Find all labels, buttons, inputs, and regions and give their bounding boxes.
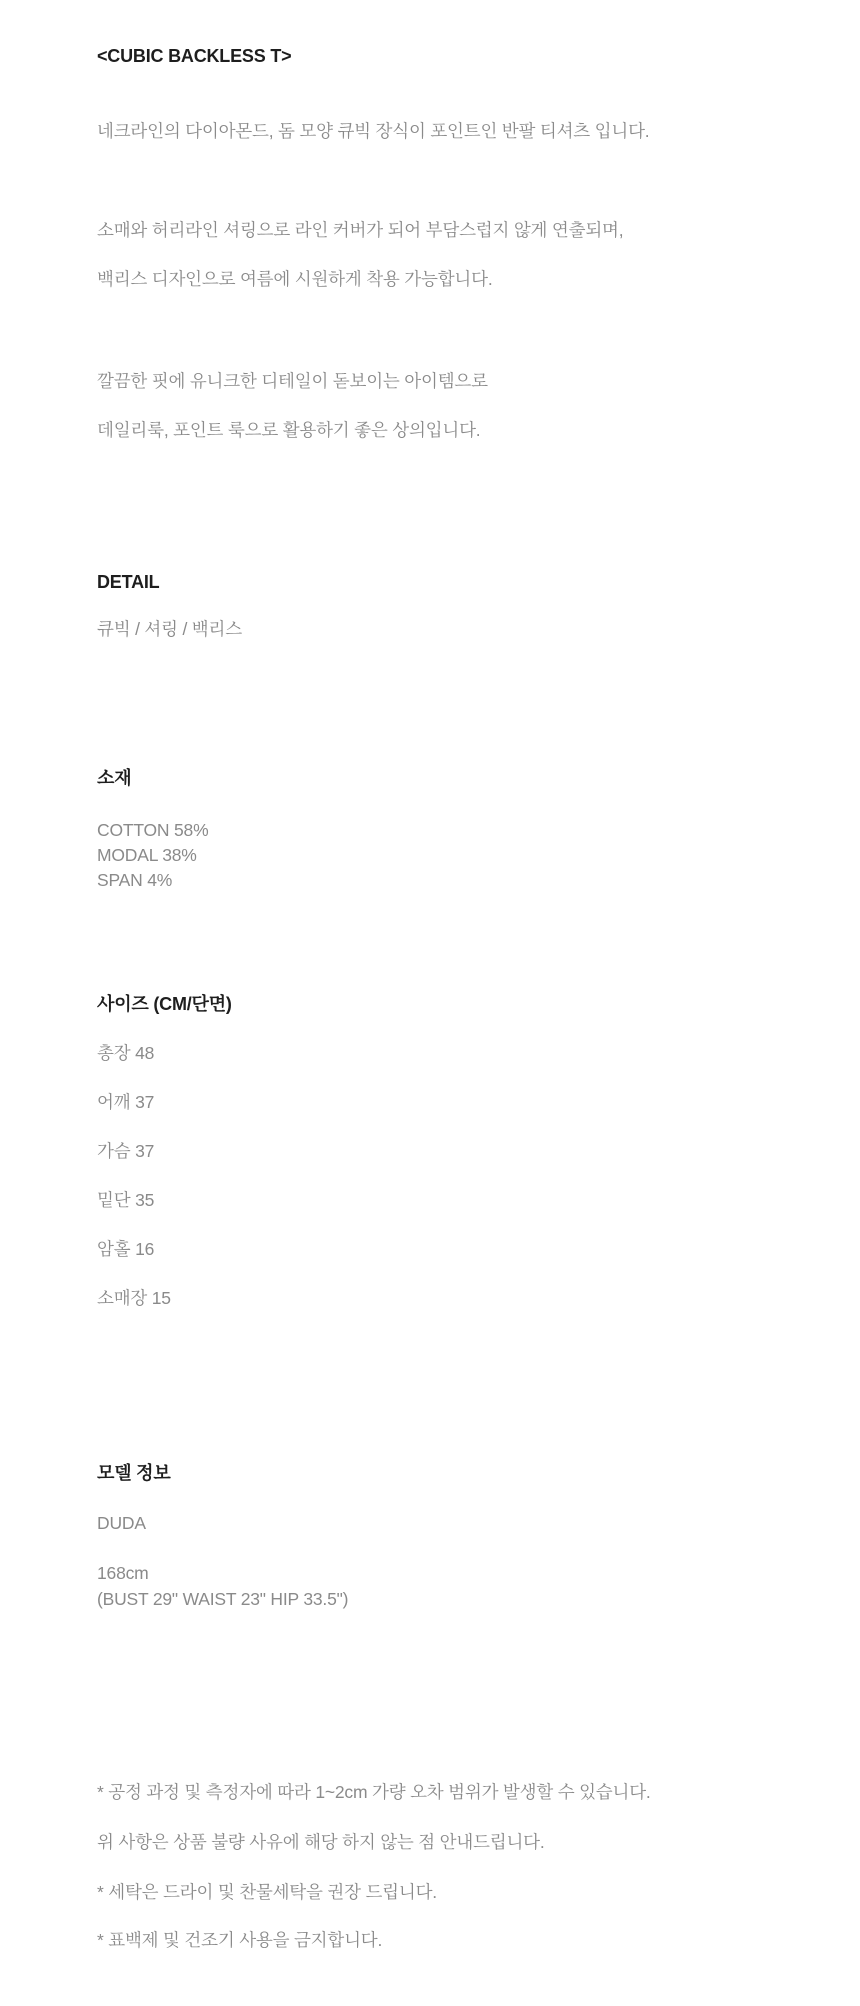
model-info-heading: 모델 정보 [97, 1463, 171, 1483]
size-item-chest: 가슴 37 [97, 1141, 155, 1161]
material-item: SPAN 4% [97, 870, 173, 890]
size-item-hem: 밑단 35 [97, 1190, 155, 1210]
size-item-sleeve-length: 소매장 15 [97, 1288, 171, 1308]
size-item-total-length: 총장 48 [97, 1043, 155, 1063]
model-stats [97, 1560, 348, 1612]
note-bleach: * 표백제 및 건조기 사용을 금지합니다. [97, 1930, 383, 1950]
intro-line-4: 깔끔한 핏에 유니크한 디테일이 돋보이는 아이템으로 [97, 371, 488, 391]
model-height: 168cm [97, 1563, 149, 1583]
model-name: DUDA [97, 1513, 146, 1533]
material-item: COTTON 58% [97, 820, 209, 840]
detail-heading: DETAIL [97, 572, 160, 592]
model-measurements: (BUST 29" WAIST 23" HIP 33.5") [97, 1589, 349, 1609]
material-list [97, 818, 208, 893]
product-title: <CUBIC BACKLESS T> [97, 46, 292, 66]
note-tolerance-continued: 위 사항은 상품 불량 사유에 해당 하지 않는 점 안내드립니다. [97, 1832, 545, 1852]
material-item: MODAL 38% [97, 845, 197, 865]
size-item-armhole: 암홀 16 [97, 1239, 155, 1259]
detail-value: 큐빅 / 셔링 / 백리스 [97, 619, 242, 639]
note-washing: * 세탁은 드라이 및 찬물세탁을 권장 드립니다. [97, 1882, 437, 1902]
material-heading: 소재 [97, 768, 132, 788]
size-heading: 사이즈 (CM/단면) [97, 994, 232, 1014]
intro-line-5: 데일리룩, 포인트 룩으로 활용하기 좋은 상의입니다. [97, 420, 481, 440]
note-tolerance: * 공정 과정 및 측정자에 따라 1~2cm 가량 오차 범위가 발생할 수 있습니다. [97, 1782, 651, 1802]
intro-line-2: 소매와 허리라인 셔링으로 라인 커버가 되어 부담스럽지 않게 연출되며, [97, 220, 624, 240]
size-item-shoulder: 어깨 37 [97, 1092, 155, 1112]
intro-line-3: 백리스 디자인으로 여름에 시원하게 착용 가능합니다. [97, 269, 493, 289]
intro-line-1: 네크라인의 다이아몬드, 돔 모양 큐빅 장식이 포인트인 반팔 티셔츠 입니다. [97, 121, 650, 141]
